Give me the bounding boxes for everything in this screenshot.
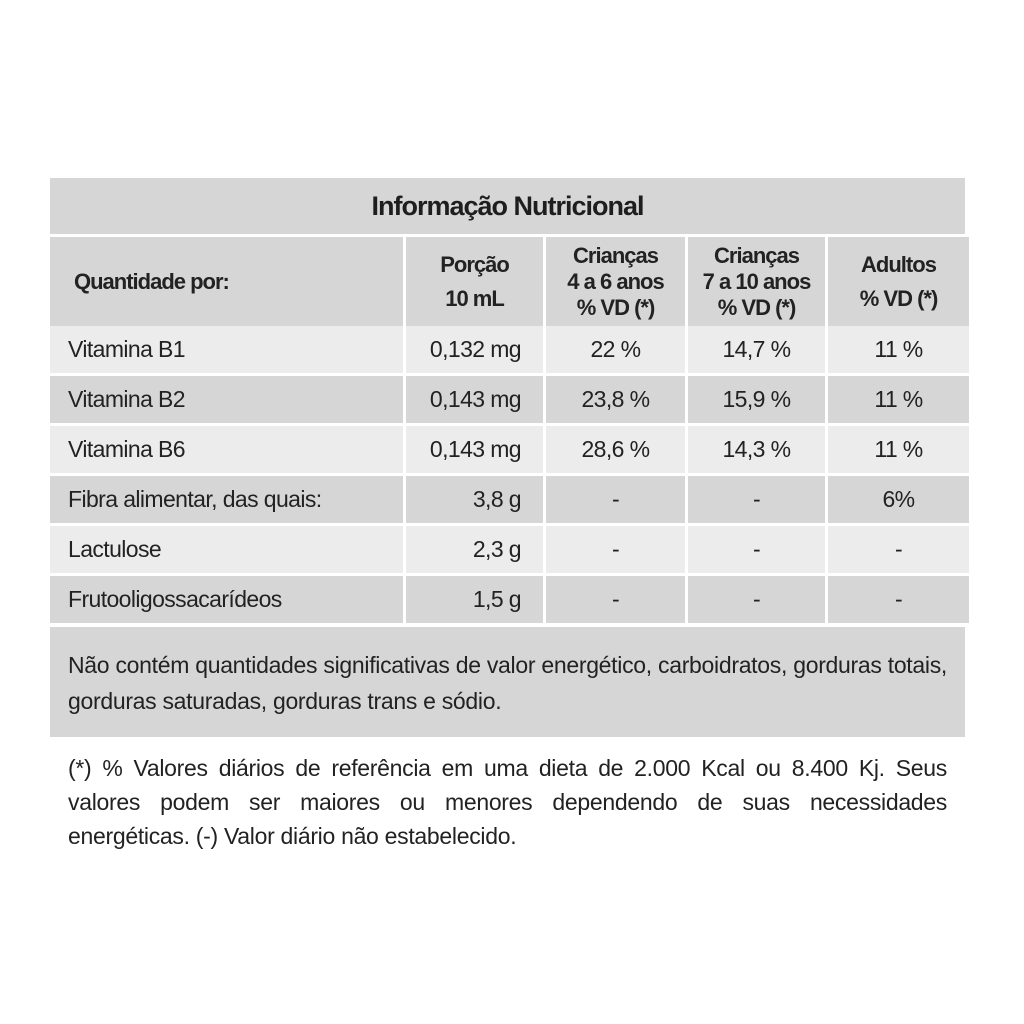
table-row-c710: - (688, 526, 825, 573)
table-row-adultos: 11 % (828, 426, 969, 473)
header-adultos-line2: % VD (*) (859, 285, 938, 311)
table-row-c46: - (546, 576, 685, 623)
table-row-c710: 14,7 % (688, 326, 825, 373)
nutrition-note: Não contém quantidades significativas de valor energético, carboidratos, gorduras totais, gorduras saturadas, gorduras trans e sódio. (50, 627, 965, 737)
table-row-c710: 15,9 % (688, 376, 825, 423)
table-row-c46: - (546, 476, 685, 523)
table-row-c710: - (688, 476, 825, 523)
header-criancas-7-10 (688, 237, 825, 326)
table-row-porcao: 0,143 mg (406, 426, 543, 473)
table-row-porcao: 0,132 mg (406, 326, 543, 373)
table-row-porcao: 1,5 g (406, 576, 543, 623)
table-grid (50, 237, 965, 623)
table-row-name: Lactulose (50, 526, 403, 573)
table-row-c46: 28,6 % (546, 426, 685, 473)
table-row-c710: - (688, 576, 825, 623)
header-c710-line3: % VD (*) (717, 294, 796, 320)
header-porcao-line2: 10 mL (445, 285, 504, 311)
header-c710-line2: 7 a 10 anos (702, 268, 811, 294)
table-row-c710: 14,3 % (688, 426, 825, 473)
table-row-c46: 22 % (546, 326, 685, 373)
nutrition-table (50, 178, 965, 853)
table-row-porcao: 2,3 g (406, 526, 543, 573)
table-row-adultos: 6% (828, 476, 969, 523)
table-row-adultos: 11 % (828, 326, 969, 373)
footnote: (*) % Valores diários de referência em uma dieta de 2.000 Kcal ou 8.400 Kj. Seus valores podem ser maiores ou menores dependendo de suas necessidades energéticas. (-) Valor diário não estabelecido. (68, 755, 947, 849)
table-row-name: Frutooligossacarídeos (50, 576, 403, 623)
table-row-porcao: 0,143 mg (406, 376, 543, 423)
table-row-name: Vitamina B6 (50, 426, 403, 473)
header-c46-line2: 4 a 6 anos (567, 268, 664, 294)
table-row-name: Fibra alimentar, das quais: (50, 476, 403, 523)
header-quantidade (50, 237, 403, 326)
table-row-c46: - (546, 526, 685, 573)
table-row-porcao: 3,8 g (406, 476, 543, 523)
header-c710-line1: Crianças (714, 242, 799, 268)
table-row-adultos: - (828, 526, 969, 573)
header-porcao (406, 237, 543, 326)
table-row-name: Vitamina B1 (50, 326, 403, 373)
table-row-adultos: - (828, 576, 969, 623)
table-row-name: Vitamina B2 (50, 376, 403, 423)
header-c46-line1: Crianças (573, 242, 658, 268)
table-title: Informação Nutricional (50, 178, 965, 234)
header-porcao-line1: Porção (440, 251, 509, 277)
header-criancas-4-6 (546, 237, 685, 326)
header-adultos-line1: Adultos (861, 251, 936, 277)
table-row-adultos: 11 % (828, 376, 969, 423)
header-c46-line3: % VD (*) (576, 294, 655, 320)
header-adultos (828, 237, 969, 326)
table-row-c46: 23,8 % (546, 376, 685, 423)
header-quantidade-label: Quantidade por: (74, 268, 229, 294)
